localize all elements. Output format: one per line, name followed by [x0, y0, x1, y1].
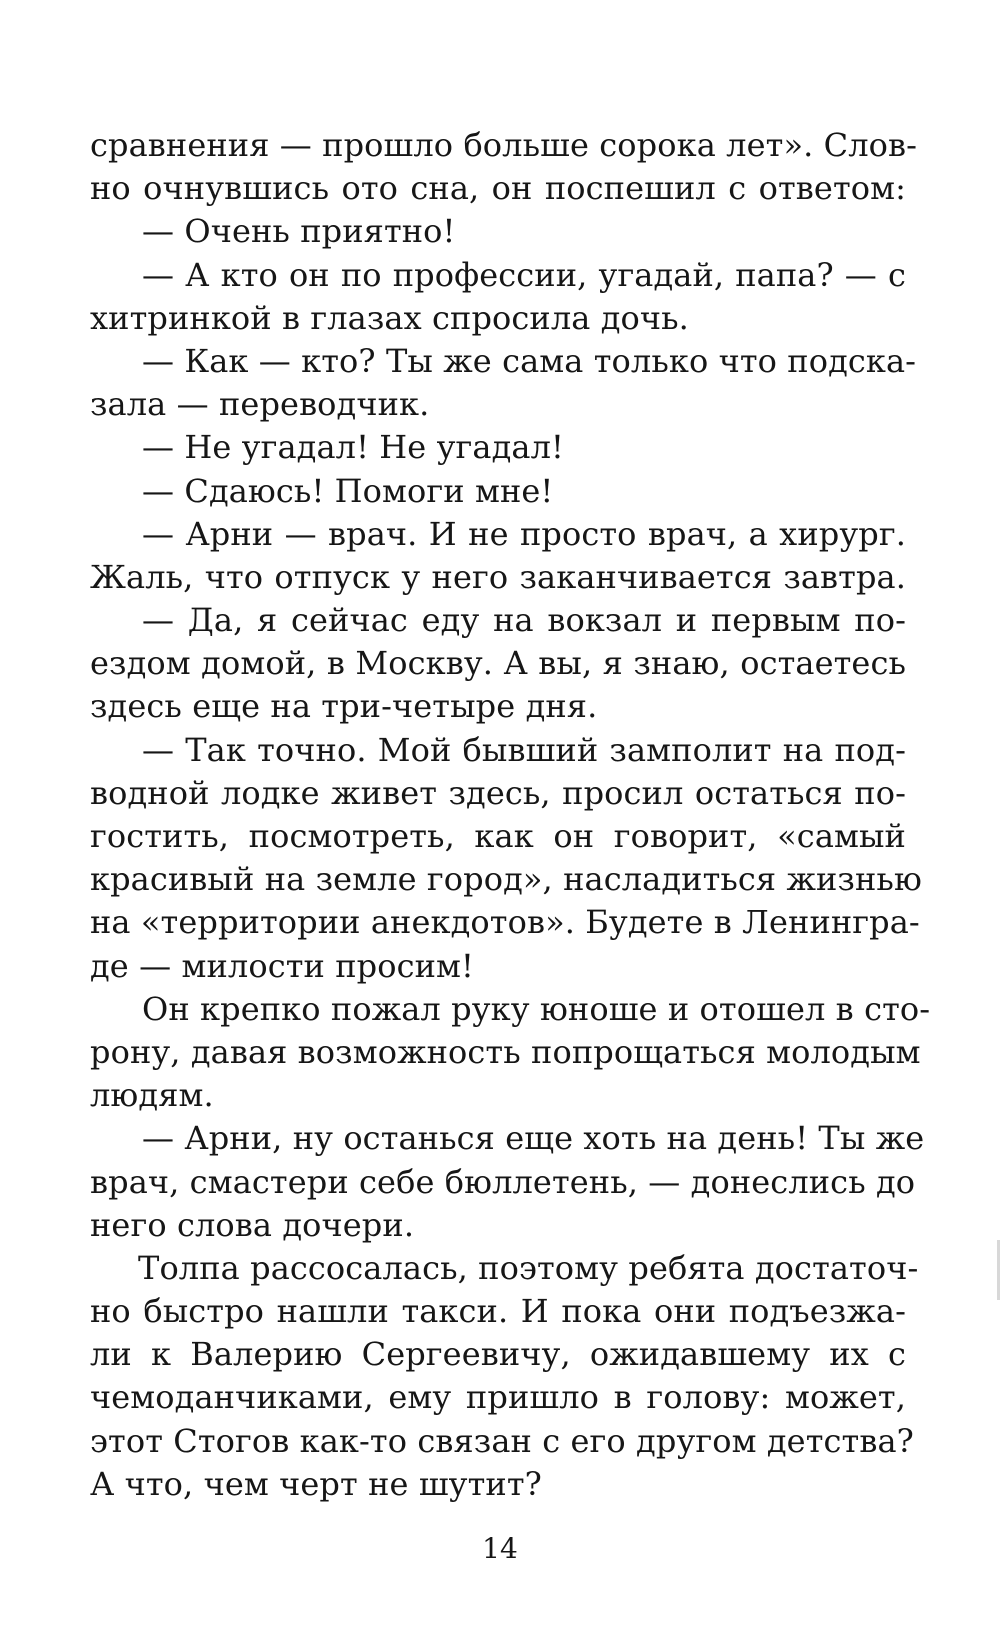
- text-line: рону, давая возможность попрощаться молодым: [90, 1032, 921, 1071]
- page-text: [90, 124, 931, 1506]
- text-line: но быстро нашли такси. И пока они подъезжа-: [90, 1292, 906, 1331]
- text-line: ездом домой, в Москву. А вы, я знаю, остаетесь: [90, 644, 906, 683]
- text-line: на «территории анекдотов». Будете в Ленингра-: [90, 903, 920, 942]
- text-line: А что, чем черт не шутит?: [90, 1464, 542, 1503]
- text-line: — Не угадал! Не угадал!: [142, 428, 564, 467]
- text-line: Толпа рассосалась, поэтому ребята достаточ-: [138, 1248, 919, 1287]
- text-line: врач, смастери себе бюллетень, — донеслись до: [90, 1162, 916, 1201]
- text-line: — Так точно. Мой бывший замполит на под-: [142, 730, 906, 769]
- text-line: Жаль, что отпуск у него заканчивается завтра.: [90, 557, 906, 596]
- text-line: гостить, посмотреть, как он говорит, «самый: [90, 817, 906, 855]
- text-line: хитринкой в глазах спросила дочь.: [90, 298, 689, 337]
- text-line: чемоданчиками, ему пришло в голову: может,: [90, 1378, 906, 1417]
- text-line: ли к Валерию Сергеевичу, ожидавшему их с: [90, 1335, 906, 1374]
- text-line: но очнувшись ото сна, он поспешил с ответом:: [90, 169, 906, 208]
- text-line: красивый на земле город», насладиться жизнью: [90, 860, 922, 899]
- text-line: здесь еще на три-четыре дня.: [90, 687, 598, 726]
- text-line: водной лодке живет здесь, просил остаться по-: [90, 773, 906, 812]
- text-line: этот Стогов как-то связан с его другом детства?: [90, 1421, 914, 1460]
- text-line: — Очень приятно!: [142, 212, 456, 251]
- text-line: Он крепко пожал руку юноше и отошел в сто-: [142, 989, 931, 1028]
- text-line: сравнения — прошло больше сорока лет». Слов-: [90, 126, 918, 164]
- text-line: него слова дочери.: [90, 1205, 415, 1244]
- text-line: — Сдаюсь! Помоги мне!: [142, 471, 554, 510]
- text-line: — Как — кто? Ты же сама только что подска-: [142, 341, 917, 380]
- text-line: зала — переводчик.: [90, 385, 430, 424]
- text-line: — Да, я сейчас еду на вокзал и первым по-: [142, 601, 906, 640]
- text-line: людям.: [90, 1076, 214, 1115]
- page-number: 14: [482, 1532, 518, 1565]
- text-line: де — милости просим!: [90, 946, 474, 985]
- text-line: — Арни — врач. И не просто врач, а хирург.: [142, 514, 906, 553]
- text-line: — Арни, ну останься еще хоть на день! Ты же: [142, 1119, 925, 1158]
- text-line: — А кто он по профессии, угадай, папа? — с: [142, 255, 906, 294]
